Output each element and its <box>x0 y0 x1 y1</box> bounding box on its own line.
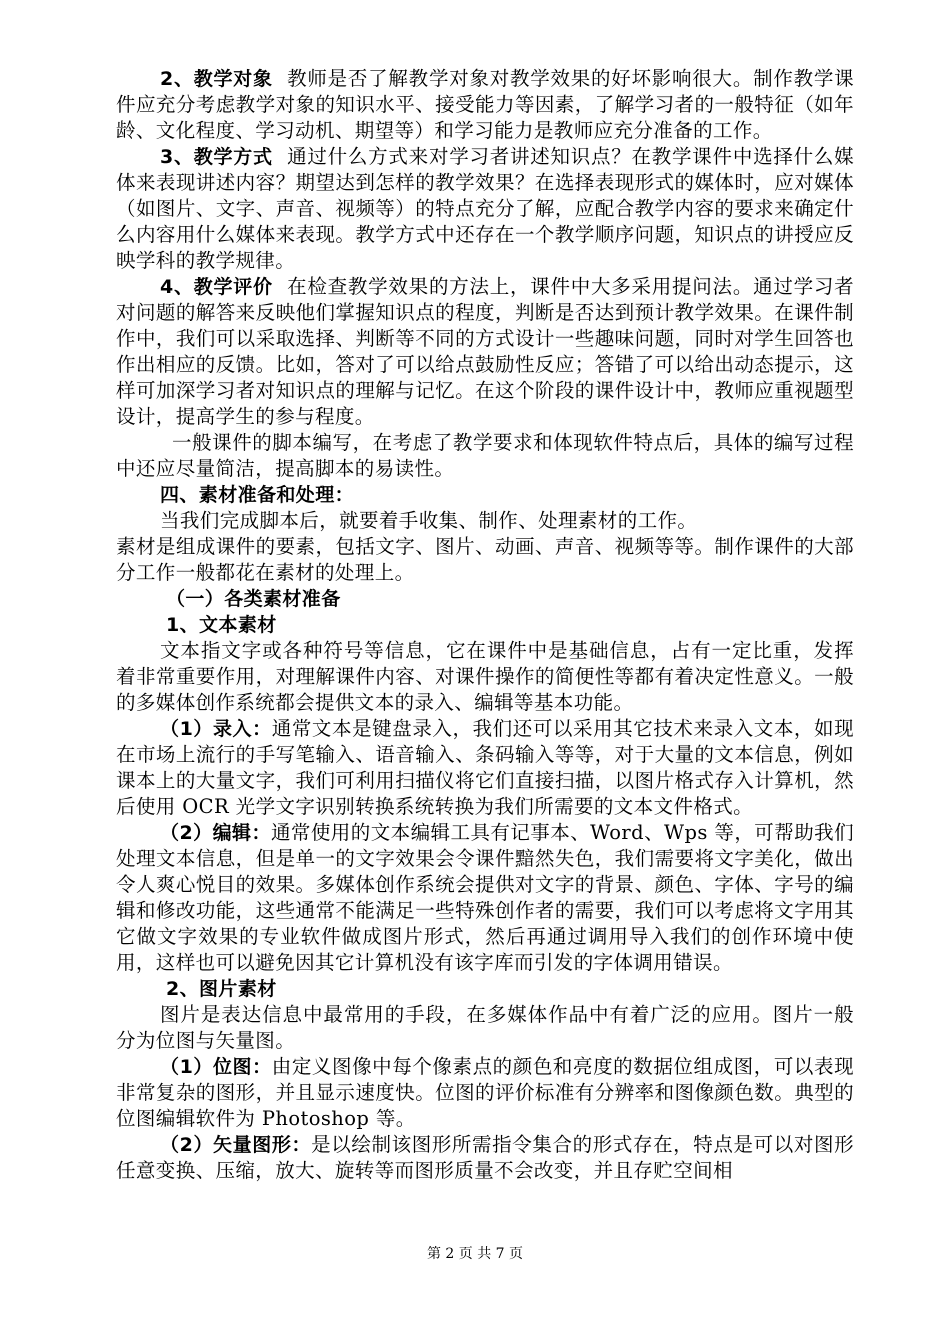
paragraph-text: 素材是组成课件的要素，包括文字、图片、动画、声音、视频等等。制作课件的大部分工作一般都花在素材的处理上。 <box>116 535 854 584</box>
paragraph-text: 在检查教学效果的方法上，课件中大多采用提问法。通过学习者对问题的解答来反映他们掌握知识点的程度，判断是否达到预计教学效果。在课件制作中，我们可以采取选择、判断等不同的方式设计一些趣味问题，同时对学生回答也作出相应的反馈。比如，答对了可以给点鼓励性反应；答错了可以给出动态提示，这样可加深学习者对知识点的理解与记忆。在这个阶段的课件设计中，教师应重视题型设计，提高学生的参与程度。 <box>116 275 855 428</box>
heading-input: （1）录入： <box>160 718 272 740</box>
paragraph-teaching-evaluation <box>116 274 854 430</box>
paragraph-edit <box>116 820 854 976</box>
paragraph-teaching-method <box>116 144 854 274</box>
subsection-heading-material-prep <box>116 586 854 612</box>
section-heading-materials <box>116 482 854 508</box>
heading-bitmap: （1）位图： <box>160 1056 272 1078</box>
subsection-title: 2、图片素材 <box>166 978 277 1000</box>
paragraph-teaching-object <box>116 66 854 144</box>
section-title: 四、素材准备和处理： <box>160 484 355 506</box>
paragraph-text: 文本指文字或各种符号等信息，它在课件中是基础信息，占有一定比重，发挥着非常重要作用，对理解课件内容、对课件操作的简便性等都有着决定性意义。一般的多媒体创作系统都会提供文本的录入、编辑等基本功能。 <box>116 639 854 714</box>
paragraph-text: 通过什么方式来对学习者讲述知识点？在教学课件中选择什么媒体来表现讲述内容？期望达到怎样的教学效果？在选择表现形式的媒体时，应对媒体（如图片、文字、声音、视频等）的特点充分了解，应配合教学内容的要求来确定什么内容用什么媒体来表现。教学方式中还存在一个教学顺序问题，知识点的讲授应反映学科的教学规律。 <box>116 145 855 272</box>
heading-edit: （2）编辑： <box>160 822 271 844</box>
subsection-title: （一）各类素材准备 <box>166 588 341 610</box>
paragraph-bitmap <box>116 1054 854 1132</box>
paragraph-text: 是以绘制该图形所需指令集合的形式存在，特点是可以对图形任意变换、压缩，放大、旋转等而图形质量不会改变，并且存贮空间相 <box>116 1133 854 1182</box>
paragraph-text: 通常使用的文本编辑工具有记事本、Word、Wps 等，可帮助我们处理文本信息，但是单一的文字效果会令课件黯然失色，我们需要将文字美化，做出令人爽心悦目的效果。多媒体创作系统会提供对文字的背景、颜色、字体、字号的编辑和修改功能，这些通常不能满足一些特殊创作者的需要，我们可以考虑将文字用其它做文字效果的专业软件做成图片形式，然后再通过调用导入我们的创作环境中使用，这样也可以避免因其它计算机没有该字库而引发的字体调用错误。 <box>116 821 855 974</box>
subsection-heading-image-material <box>116 976 854 1002</box>
paragraph-materials-intro <box>116 508 854 534</box>
heading-teaching-object: 2、教学对象 <box>160 68 273 90</box>
paragraph-text: 图片是表达信息中最常用的手段，在多媒体作品中有着广泛的应用。图片一般分为位图与矢量图。 <box>116 1003 854 1052</box>
subsection-title: 1、文本素材 <box>166 614 277 636</box>
subsection-heading-text-material <box>116 612 854 638</box>
paragraph-text: 通常文本是键盘录入，我们还可以采用其它技术来录入文本，如现在市场上流行的手写笔输入、语音输入、条码输入等等，对于大量的文本信息，例如课本上的大量文字，我们可利用扫描仪将它们直接扫描，以图片格式存入计算机，然后使用 OCR 光学文字识别转换系统转换为我们所需要的文本文件格式。 <box>116 717 854 818</box>
paragraph-input <box>116 716 854 820</box>
paragraph-text: 由定义图像中每个像素点的颜色和亮度的数据位组成图，可以表现非常复杂的图形，并且显示速度快。位图的评价标准有分辨率和图像颜色数。典型的位图编辑软件为 Photoshop 等。 <box>116 1055 854 1130</box>
paragraph-vector <box>116 1132 854 1184</box>
paragraph-text: 教师是否了解教学对象对教学效果的好坏影响很大。制作教学课件应充分考虑教学对象的知识水平、接受能力等因素，了解学习者的一般特征（如年龄、文化程度、学习动机、期望等）和学习能力是教师应充分准备的工作。 <box>116 67 855 142</box>
paragraph-materials-elements <box>116 534 854 586</box>
paragraph-text: 一般课件的脚本编写，在考虑了教学要求和体现软件特点后，具体的编写过程中还应尽量简洁，提高脚本的易读性。 <box>116 431 854 480</box>
page-footer: 第 2 页 共 7 页 <box>426 1246 524 1262</box>
heading-vector: （2）矢量图形： <box>160 1134 312 1156</box>
paragraph-text-material <box>116 638 854 716</box>
paragraph-text: 当我们完成脚本后，就要着手收集、制作、处理素材的工作。 <box>160 509 698 532</box>
heading-teaching-method: 3、教学方式 <box>160 146 273 168</box>
document-body <box>116 66 854 1184</box>
paragraph-image-material <box>116 1002 854 1054</box>
paragraph-script-writing <box>116 430 854 482</box>
heading-teaching-evaluation: 4、教学评价 <box>160 276 273 298</box>
